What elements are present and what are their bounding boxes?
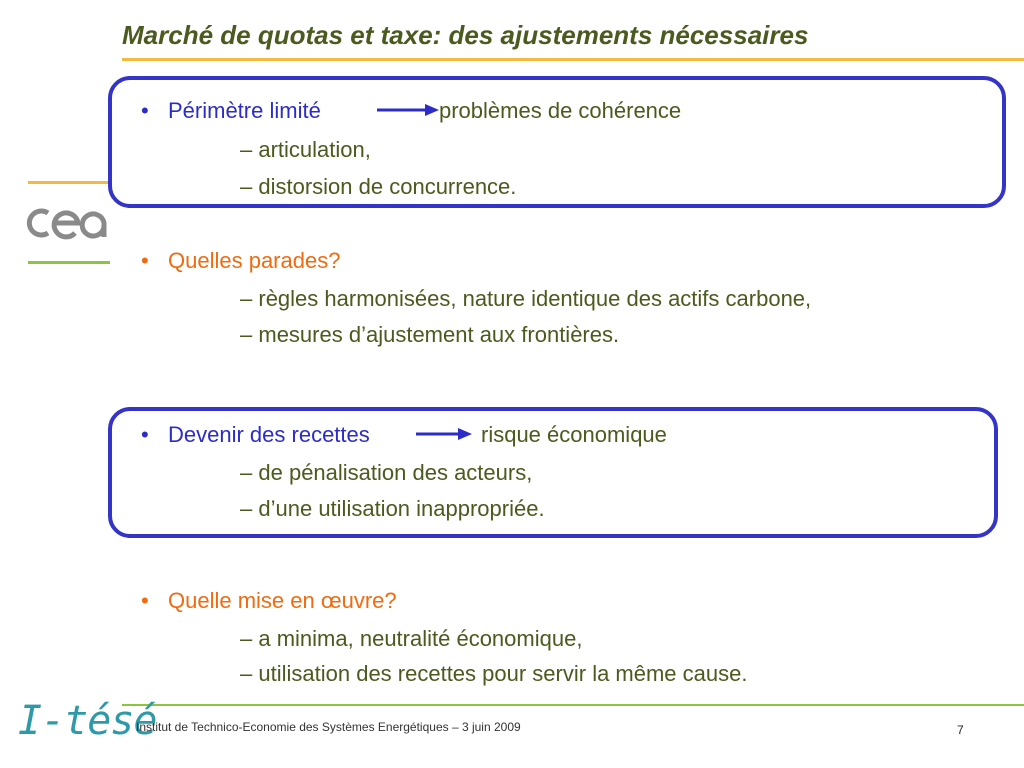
cea-logo	[26, 202, 110, 242]
page-number: 7	[957, 723, 964, 737]
bullet-heading: Quelles parades?	[168, 248, 341, 273]
footer-rule	[122, 704, 1024, 706]
right-arrow-icon	[377, 102, 439, 118]
bullet-icon: •	[141, 588, 149, 613]
consequence-text: risque économique	[481, 422, 667, 447]
sub-item: – articulation,	[240, 137, 371, 162]
consequence-text: problèmes de cohérence	[439, 98, 682, 123]
sub-item: – mesures d’ajustement aux frontières.	[240, 322, 620, 347]
sub-item: – d’une utilisation inappropriée.	[240, 496, 545, 521]
sub-item: – distorsion de concurrence.	[240, 174, 517, 199]
title-underline	[122, 58, 1024, 61]
logo-bottom-rule	[28, 261, 110, 264]
sub-item: – a minima, neutralité économique,	[240, 626, 583, 651]
footer-text: Institut de Technico-Economie des Systèmes Energétiques – 3 juin 2009	[136, 720, 521, 734]
bullet-heading: Quelle mise en œuvre?	[168, 588, 397, 613]
slide-title: Marché de quotas et taxe: des ajustements nécessaires	[122, 20, 809, 50]
bullet-icon: •	[141, 422, 149, 447]
bullet-icon: •	[141, 248, 149, 273]
bullet-heading: Devenir des recettes	[168, 422, 370, 447]
itese-logo: I-tésé	[18, 698, 157, 744]
bullet-icon: •	[141, 98, 149, 123]
right-arrow-icon	[416, 426, 472, 442]
sub-item: – utilisation des recettes pour servir la même cause.	[240, 661, 748, 686]
sub-item: – règles harmonisées, nature identique des actifs carbone,	[240, 286, 812, 311]
sub-item: – de pénalisation des acteurs,	[240, 460, 533, 485]
bullet-heading: Périmètre limité	[168, 98, 321, 123]
logo-top-rule	[28, 181, 110, 184]
